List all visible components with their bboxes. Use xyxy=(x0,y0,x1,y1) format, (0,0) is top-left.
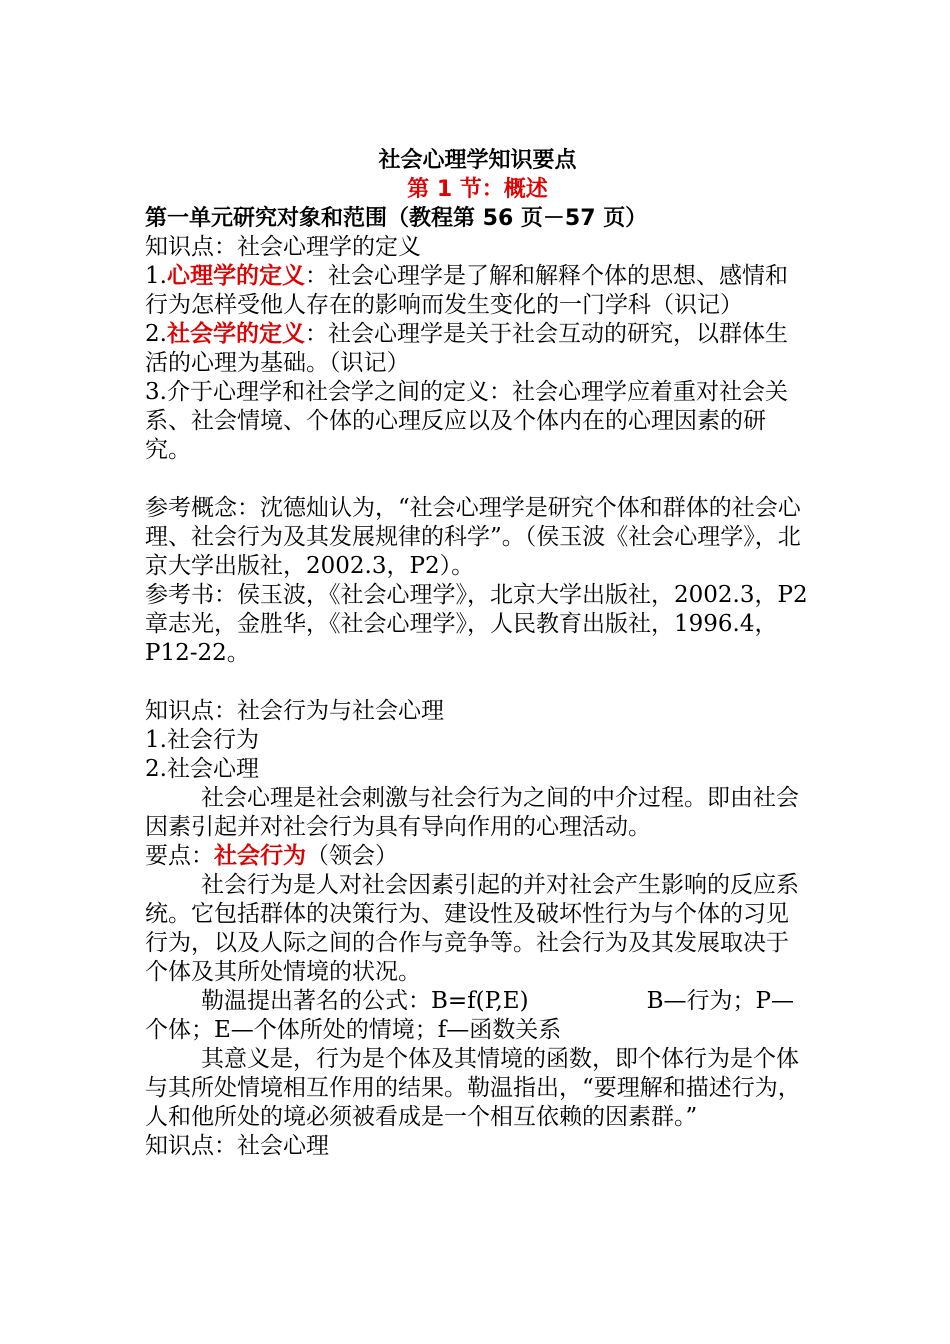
key-point-term: 社会行为 xyxy=(214,843,306,869)
definition-2 xyxy=(145,320,810,378)
reference-concept: 参考概念：沈德灿认为，“社会心理学是研究个体和群体的社会心理、社会行为及其发展规律的科学”。（侯玉波《社会心理学》，北京大学出版社，2002.3，P2）。 xyxy=(145,495,801,579)
knowledge-point-behavior: 知识点：社会行为与社会心理 xyxy=(145,698,444,724)
key-point-prefix: 要点： xyxy=(145,843,214,869)
reference-books: 参考书：侯玉波，《社会心理学》，北京大学出版社，2002.3，P2 章志光，金胜华，《社会心理学》，人民教育出版社，1996.4，P12-22。 xyxy=(145,582,808,666)
knowledge-point-definition: 知识点：社会心理学的定义 xyxy=(145,234,421,260)
definition-2-text: ：社会心理学是关于社会互动的研究，以群体生活的心理为基础。（识记） xyxy=(145,321,788,376)
lewin-formula-paragraph xyxy=(145,987,810,1045)
lewin-formula: 勒温提出著名的公式：B=f(P,E) xyxy=(201,988,529,1014)
definition-2-number: 2. xyxy=(145,321,167,347)
definition-3: 3.介于心理学和社会学之间的定义：社会心理学应着重对社会关系、社会情境、个体的心理反应以及个体内在的心理因素的研究。 xyxy=(145,379,788,463)
social-behavior-definition: 社会行为是人对社会因素引起的并对社会产生影响的反应系统。它包括群体的决策行为、建设性及破坏性行为与个体的习见行为，以及人际之间的合作与竞争等。社会行为及其发展取决于个体及其所处情境的状况。 xyxy=(145,872,799,985)
social-psychology-definition: 社会心理是社会刺激与社会行为之间的中介过程。即由社会因素引起并对社会行为具有导向作用的心理活动。 xyxy=(145,785,799,840)
definition-1 xyxy=(145,262,810,320)
definition-1-term: 心理学的定义 xyxy=(166,263,305,289)
key-point-suffix: （领会） xyxy=(306,843,398,869)
list-item-social-psychology: 2.社会心理 xyxy=(145,756,259,782)
unit-heading: 第一单元研究对象和范围（教程第 56 页－57 页） xyxy=(145,206,648,231)
lewin-legend: B—行为；P—个体；E—个体所处的情境；f—函数关系 xyxy=(145,988,794,1043)
key-point xyxy=(145,842,810,871)
definition-1-text: ：社会心理学是了解和解释个体的思想、感情和行为怎样受他人存在的影响而发生变化的一门学科（识记） xyxy=(145,263,788,318)
definition-1-number: 1. xyxy=(145,263,167,289)
spacer xyxy=(145,465,810,494)
document-title: 社会心理学知识要点 xyxy=(378,148,577,173)
section-subtitle: 第 1 节：概述 xyxy=(407,177,548,202)
meaning-paragraph: 其意义是，行为是个体及其情境的函数，即个体行为是个体与其所处情境相互作用的结果。勒温指出，“要理解和描述行为，人和他所处的境必须被看成是一个相互依赖的因素群。” xyxy=(145,1046,801,1130)
knowledge-point-social-psychology: 知识点：社会心理 xyxy=(145,1133,329,1159)
document-body xyxy=(145,146,810,1161)
list-item-social-behavior: 1.社会行为 xyxy=(145,727,259,753)
spacer xyxy=(145,668,810,697)
definition-2-term: 社会学的定义 xyxy=(166,321,305,347)
